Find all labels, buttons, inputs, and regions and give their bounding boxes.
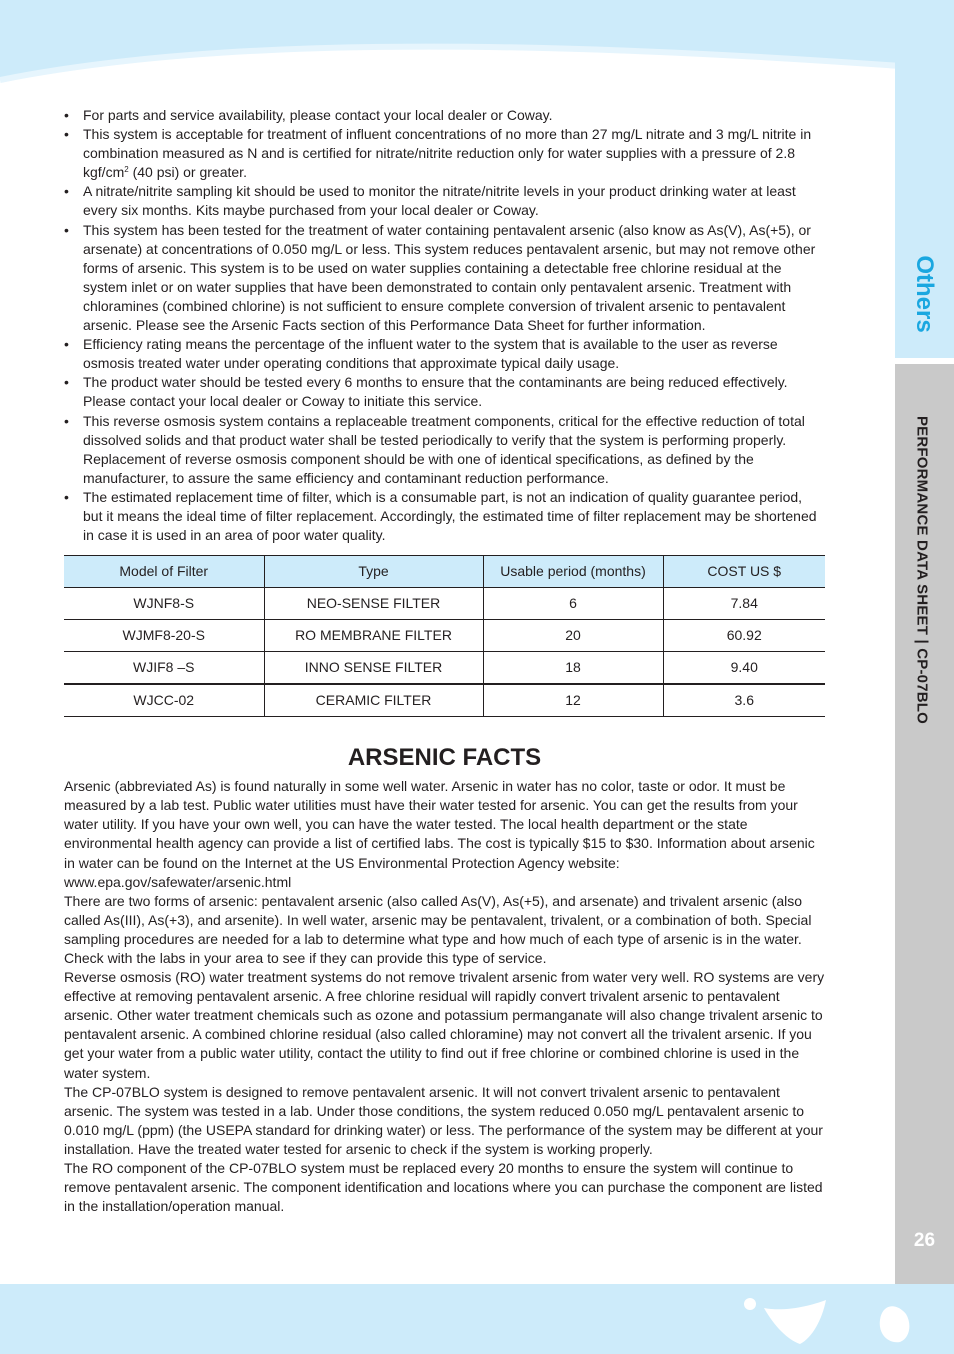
list-item: • This reverse osmosis system contains a replaceable treatment components, critical for the effective reduction of total dissolved solids and that product water shall be tested periodically to verify that the system is performing properly. Replacement of reverse osmosis component should be with one of identical specifications, as defined by the manufacturer, to assure the same efficiency and contaminant reduction performance.	[64, 412, 825, 488]
list-item: • This system is acceptable for treatment of influent concentrations of no more than 27 mg/L nitrate and 3 mg/L nitrite in combination measured as N and is certified for nitrate/nitrite reduction only for water supplies with a pressure of 2.8 kgf/$cm^2$ (40 psi) or greater.	[64, 125, 825, 182]
table-row	[64, 652, 825, 685]
water-drop-icon	[730, 1290, 954, 1354]
side-divider	[895, 358, 954, 364]
table-row	[64, 588, 825, 620]
table-cell: 9.40	[663, 652, 825, 685]
main-content	[64, 106, 825, 1216]
list-item: • Efficiency rating means the percentage of the influent water to the system that is available to the user as reverse osmosis treated water under operating conditions that approximate typical daily usage.	[64, 335, 825, 373]
filter-table	[64, 555, 825, 717]
paragraph: The RO component of the CP-07BLO system must be replaced every 20 months to ensure the system will continue to remove pentavalent arsenic. The component identification and locations where you can purchase the component are listed in the installation/operation manual.	[64, 1160, 823, 1215]
list-item: • The product water should be tested every 6 months to ensure that the contaminants are being reduced effectively. Please contact your local dealer or Coway to initiate this service.	[64, 373, 825, 411]
list-item: • A nitrate/nitrite sampling kit should be used to monitor the nitrate/nitrite levels in your product drinking water at least every six months. Kits maybe purchased from your local dealer or Coway.	[64, 182, 825, 220]
list-item: • This system has been tested for the treatment of water containing pentavalent arsenic (also know as As(V), As(+5), or arsenate) at concentrations of 0.050 mg/L or less. This system reduces pentavalent arsenic, but may not remove other forms of arsenic. This system is to be used on water supplies containing a detectable free chlorine residual at the system inlet or on water supplies that have been demonstrated to contain only pentavalent arsenic. Treatment with chloramines (combined chlorine) is not sufficient to ensure complete conversion of trivalent arsenic to pentavalent arsenic. Please see the Arsenic Facts section of this Performance Data Sheet for further information.	[64, 221, 825, 336]
table-cell: WJMF8-20-S	[64, 620, 264, 652]
column-header: Usable period (months)	[483, 556, 663, 588]
table-cell: WJCC-02	[64, 684, 264, 717]
table-cell: 20	[483, 620, 663, 652]
table-cell: NEO-SENSE FILTER	[264, 588, 483, 620]
table-cell: 12	[483, 684, 663, 717]
section-title-vertical: PERFORMANCE DATA SHEET | CP-07BLO	[913, 415, 931, 725]
arsenic-facts-heading: ARSENIC FACTS	[347, 744, 542, 772]
table-cell: INNO SENSE FILTER	[264, 652, 483, 685]
table-cell: 6	[483, 588, 663, 620]
table-cell: WJNF8-S	[64, 588, 264, 620]
list-item: • The estimated replacement time of filter, which is a consumable part, is not an indication of quality guarantee period, but it means the ideal time of filter replacement. Accordingly, the estimated time of filter replacement may be shortened in case it is used in an area of poor water quality.	[64, 488, 825, 545]
table-row	[64, 620, 825, 652]
table-cell: 7.84	[663, 588, 825, 620]
table-cell: 3.6	[663, 684, 825, 717]
table-row	[64, 684, 825, 717]
paragraph: Reverse osmosis (RO) water treatment systems do not remove trivalent arsenic from water very well. RO systems are very effective at removing pentavalent arsenic. A free chlorine residual will rapidly convert trivalent arsenic to pentavalent arsenic. Other water treatment chemicals such as ozone and potassium permanganate will also change trivalent arsenic to pentavalent arsenic. A combined chlorine residual (also called chloramine) may not convert all the trivalent arsenic. If you get your water from a public water utility, contact the utility to find out if free chlorine or combined chlorine is used in the water system.	[64, 969, 825, 1081]
table-cell: 60.92	[663, 620, 825, 652]
page-number: 26	[913, 1230, 936, 1251]
table-header-row	[64, 556, 825, 588]
notes-list	[64, 106, 825, 545]
table-cell: RO MEMBRANE FILTER	[264, 620, 483, 652]
paragraph: Arsenic (abbreviated As) is found naturally in some well water. Arsenic in water has no color, taste or odor. It must be measured by a lab test. Public water utilities must have their water tested for arsenic. You can get the results from your water utility. If you have your own well, you can have the water tested. The local health department or the state environmental health agency can provide a list of certified labs. The cost is typically $15 to $30. Information about arsenic in water can be found on the Internet at the US Environmental Protection Agency website: www.epa.gov/safewater/arsenic.html	[64, 778, 815, 890]
superscript: 2	[124, 165, 129, 175]
others-tab-label: Others	[911, 255, 938, 333]
table-cell: WJIF8 –S	[64, 652, 264, 685]
column-header: Model of Filter	[64, 556, 264, 588]
arsenic-facts-body	[64, 777, 825, 1216]
table-cell: CERAMIC FILTER	[264, 684, 483, 717]
column-header: Type	[264, 556, 483, 588]
table-cell: 18	[483, 652, 663, 685]
list-item: • For parts and service availability, please contact your local dealer or Coway.	[64, 106, 825, 125]
paragraph: There are two forms of arsenic: pentavalent arsenic (also called As(V), As(+5), and arsenate) and trivalent arsenic (also called As(III), As(+3), and arsenite). In well water, arsenic may be pentavalent, trivalent, or a combination of both. Special sampling procedures are needed for a lab to determine what type and how much of each type of arsenic is in the water. Check with the labs in your area to see if they can provide this type of service.	[64, 892, 812, 966]
column-header: COST US $	[663, 556, 825, 588]
paragraph: The CP-07BLO system is designed to remove pentavalent arsenic. It will not convert trivalent arsenic to pentavalent arsenic. The system was tested in a lab. Under those conditions, the system reduced 0.050 mg/L pentavalent arsenic to 0.010 mg/L (ppm) (the USEPA standard for drinking water) or less. The performance of the system may be different at your installation. Have the treated water tested for arsenic to check if the system is working properly.	[64, 1083, 823, 1157]
top-wave-decoration	[0, 30, 954, 90]
